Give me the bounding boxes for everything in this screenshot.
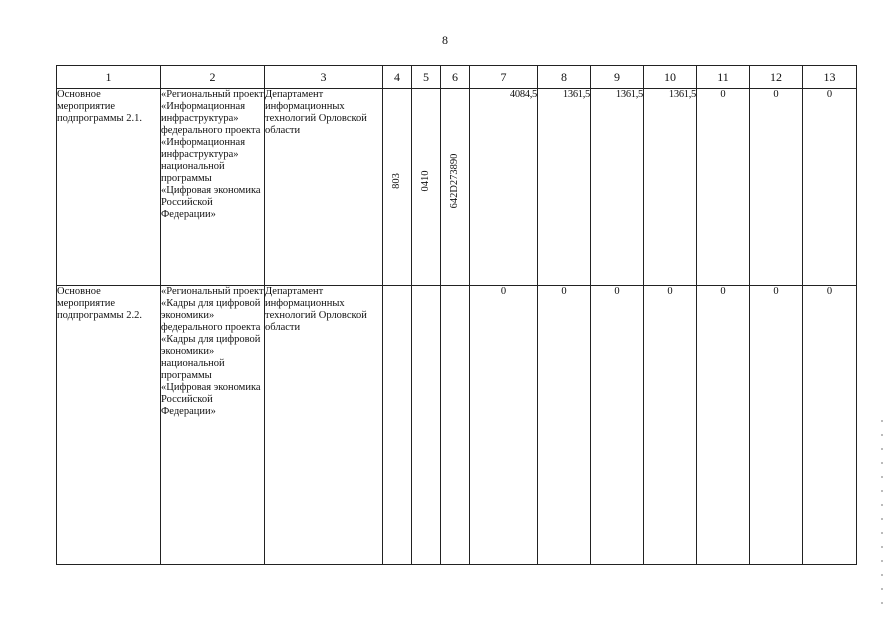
header-row <box>57 66 857 89</box>
value-cell: 0 <box>538 286 591 565</box>
project-name-cell: «Региональный проект «Кадры для цифровой экономики» федерального проекта «Кадры для цифровой экономики» национальной программы «Цифровая экономика Российской Федерации» <box>161 286 265 565</box>
value-cell: 0 <box>470 286 538 565</box>
scan-edge-marks <box>881 420 883 610</box>
value-cell: 0 <box>697 286 750 565</box>
header-cell: 2 <box>161 66 265 89</box>
header-cell: 10 <box>644 66 697 89</box>
header-cell: 8 <box>538 66 591 89</box>
value-cell: 0 <box>591 286 644 565</box>
executor-cell: Департамент информационных технологий Орловской области <box>265 89 383 286</box>
value-cell: 0 <box>750 286 803 565</box>
header-cell: 4 <box>383 66 412 89</box>
code-cell <box>412 89 441 286</box>
value-cell: 4084,5 <box>470 89 538 286</box>
table-row <box>57 286 857 565</box>
value-cell: 1361,5 <box>538 89 591 286</box>
code-cell <box>383 89 412 286</box>
event-name-cell: Основное мероприятие подпрограммы 2.2. <box>57 286 161 565</box>
header-cell: 7 <box>470 66 538 89</box>
value-cell: 0 <box>697 89 750 286</box>
vertical-code: 803 <box>391 173 402 189</box>
executor-cell: Департамент информационных технологий Орловской области <box>265 286 383 565</box>
project-name-cell: «Региональный проект «Информационная инфраструктура» федерального проекта «Информационная инфраструктура» национальной программы «Цифровая экономика Российской Федерации» <box>161 89 265 286</box>
code-cell <box>441 89 470 286</box>
header-cell: 6 <box>441 66 470 89</box>
vertical-code: 0410 <box>420 170 431 192</box>
program-table <box>56 65 857 565</box>
code-cell <box>383 286 412 565</box>
value-cell: 0 <box>750 89 803 286</box>
header-cell: 3 <box>265 66 383 89</box>
table-row <box>57 89 857 286</box>
event-name-cell: Основное мероприятие подпрограммы 2.1. <box>57 89 161 286</box>
value-cell: 0 <box>644 286 697 565</box>
code-cell <box>412 286 441 565</box>
value-cell: 0 <box>803 286 857 565</box>
header-cell: 1 <box>57 66 161 89</box>
header-cell: 9 <box>591 66 644 89</box>
vertical-code: 642D273890 <box>449 153 460 209</box>
page-number: 8 <box>442 33 448 47</box>
header-cell: 11 <box>697 66 750 89</box>
code-cell <box>441 286 470 565</box>
header-cell: 12 <box>750 66 803 89</box>
value-cell: 1361,5 <box>591 89 644 286</box>
header-cell: 5 <box>412 66 441 89</box>
header-cell: 13 <box>803 66 857 89</box>
value-cell: 0 <box>803 89 857 286</box>
value-cell: 1361,5 <box>644 89 697 286</box>
